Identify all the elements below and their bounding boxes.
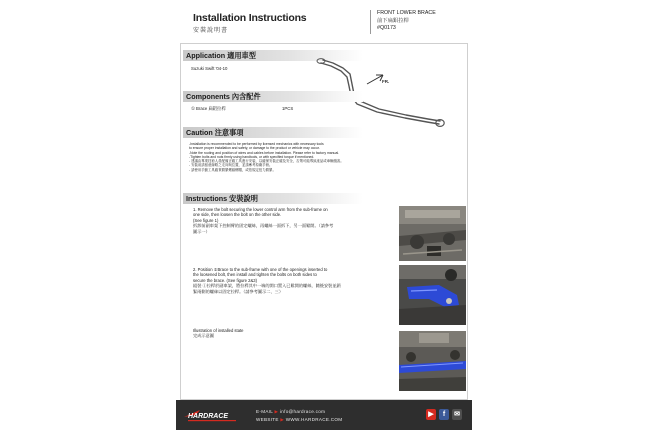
header-left [193, 12, 306, 34]
caution-line: to ensure proper installation and safety, or damage to the product or vehicle may occur. [189, 146, 320, 151]
part-number: #Q0173 [377, 25, 396, 32]
caution-line: -Note the routing and position of wires and cables before installation. Please refer to factory manual. [189, 150, 340, 155]
website-label: WEBSITE [256, 417, 279, 422]
figure-2-photo [399, 265, 466, 325]
caution-heading: Caution 注意事項 [186, 128, 244, 137]
step-line: 1. Remove the bolt securing the lower control arm from the sub-frame on [193, 207, 328, 212]
caution-line: - 建議由專業技術人員配備正確工具進行安裝，以確保安裝正確及安全，否則可能導致產品或車輛損害。 [189, 159, 344, 164]
fr-arrow-icon [367, 75, 383, 84]
hardrace-logo [182, 406, 242, 424]
application-vehicle: Suzuki Swift '04-10 [191, 66, 228, 71]
footer-bar [176, 400, 472, 430]
product-info [377, 10, 436, 33]
step-line: 圖示一） [193, 228, 210, 234]
contact-info [256, 408, 342, 424]
application-heading: Application 適用車型 [186, 51, 256, 60]
instructions-heading-bar [183, 193, 363, 204]
header-divider [370, 10, 371, 34]
instructions-heading: Instructions 安裝說明 [186, 194, 258, 203]
product-name: FRONT LOWER BRACE [377, 10, 436, 16]
illustration-label-cn: 完成示意圖 [193, 333, 214, 339]
page-title: Installation Instructions [193, 12, 307, 24]
step-line: secure the brace. (See figure 2&3) [193, 277, 258, 283]
brand-name: HARDRACE [188, 413, 229, 420]
content-panel [180, 43, 468, 400]
fr-arrow-label: FR. [382, 79, 390, 84]
email-bullet-icon: ▶ [274, 409, 279, 414]
website-bullet-icon: ▶ [280, 417, 285, 422]
website-link[interactable]: WWW.HARDRACE.COM [285, 417, 343, 422]
components-heading: Components 內含配件 [186, 92, 261, 101]
component-item: ① Brace 扁鋁拉桿 [191, 106, 226, 111]
step-line: (See figure 1) [193, 217, 219, 223]
step-line: the loosened bolt, then install and tighten the bolts on both sides to [193, 272, 317, 278]
instruction-step-1 [193, 207, 363, 234]
caution-line: - 安裝前請留意線路之走向與位置，並請參考原廠手冊。 [189, 163, 273, 168]
youtube-icon[interactable]: ▶ [426, 409, 436, 420]
caution-line: -Tighten bolts and nuts firmly using handtools, or with specified torque if mentioned. [189, 154, 315, 159]
step-line: 拆卸前副車架下控制臂的固定螺絲，再螺絲一面拆下，另一面鬆開。（請參考 [193, 223, 334, 229]
figure-1-photo [399, 206, 466, 261]
email-label: E-MAIL [256, 409, 273, 414]
facebook-icon[interactable]: f [439, 409, 449, 420]
component-qty: 1PCS [282, 106, 294, 111]
components-heading-bar [183, 91, 363, 102]
step-line: 緊兩側的螺絲以固定拉桿。（請參考圖示二、三） [193, 288, 284, 294]
product-name-cn: 前下扁鋁拉桿 [377, 17, 409, 24]
illustration-caption [193, 328, 363, 339]
caution-line: -Installation is recommended to be performed by licensed mechanics with necessary tools [189, 142, 324, 146]
email-link[interactable]: info@hardrace.com [279, 409, 326, 414]
step-line: one side, then loosen the bolt on the other side. [193, 212, 282, 218]
caution-heading-bar [183, 127, 363, 138]
figure-3-photo [399, 331, 466, 391]
instruction-sheet [176, 0, 472, 430]
step-line: 2. Position ①Brace to the sub-frame with one of the openings inserted to [193, 267, 328, 272]
wechat-icon[interactable]: ✉ [452, 409, 462, 420]
caution-text [189, 142, 344, 172]
caution-line: - 請使用手動工具確實鎖緊螺絲螺帽，或依規定扭力鎖緊。 [189, 167, 276, 172]
step-line: 組裝 ①拉桿於副車架，將拉桿其中一端的開口置入已鬆開的螺絲，隨後安裝並鎖 [193, 283, 341, 289]
illustration-label: Illustration of installed state [193, 328, 244, 333]
instruction-step-2 [193, 267, 363, 294]
page-subtitle: 安裝說明書 [193, 28, 229, 34]
